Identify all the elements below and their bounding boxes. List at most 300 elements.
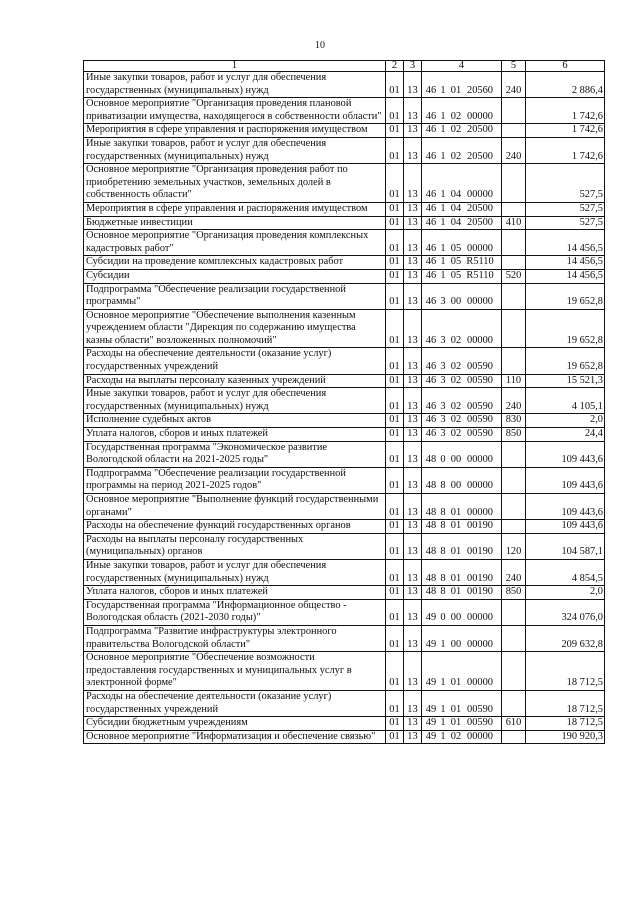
row-target-code (422, 520, 502, 534)
target-code-part: 01 (450, 572, 462, 584)
target-code-part: 04 (450, 202, 462, 214)
target-code-part: R5110 (466, 269, 494, 281)
row-subsection: 13 (404, 586, 422, 600)
table-row (84, 625, 605, 651)
table-row (84, 494, 605, 520)
target-code-part: 02 (450, 150, 462, 162)
target-code-part: 1 (440, 269, 446, 281)
row-section: 01 (386, 467, 404, 493)
row-name: Расходы на обеспечение функций государственных органов (84, 520, 386, 534)
table-row (84, 599, 605, 625)
target-code-part: 00000 (467, 110, 493, 122)
target-code-part: 00000 (467, 242, 493, 254)
target-code-part: 01 (450, 703, 462, 715)
row-amount: 527,5 (526, 216, 605, 230)
target-code-part: 3 (440, 400, 446, 412)
target-code-part: 48 (425, 506, 437, 518)
row-target-code (422, 494, 502, 520)
row-expense-type: 240 (502, 72, 526, 98)
row-amount: 4 105,1 (526, 388, 605, 414)
row-name: Подпрограмма "Обеспечение реализации государственной программы на период 2021-2025 годов" (84, 467, 386, 493)
row-section: 01 (386, 599, 404, 625)
row-section: 01 (386, 72, 404, 98)
target-code-part: 46 (425, 216, 437, 228)
target-code-part: 01 (450, 717, 462, 729)
row-amount: 19 652,8 (526, 309, 605, 348)
target-code-part: 01 (450, 586, 462, 598)
row-subsection: 13 (404, 72, 422, 98)
page-number: 10 (315, 40, 325, 51)
row-expense-type: 410 (502, 216, 526, 230)
row-amount: 2,0 (526, 414, 605, 428)
target-code-part: 04 (450, 189, 462, 201)
table-row (84, 348, 605, 374)
target-code-part: 00590 (467, 400, 493, 412)
row-section: 01 (386, 256, 404, 270)
row-expense-type: 240 (502, 388, 526, 414)
table-row (84, 202, 605, 216)
table-row (84, 98, 605, 124)
target-code-part: 1 (440, 677, 446, 689)
target-code-part: 1 (440, 189, 446, 201)
row-name: Мероприятия в сфере управления и распоряжения имуществом (84, 202, 386, 216)
row-amount: 109 443,6 (526, 441, 605, 467)
row-subsection: 13 (404, 283, 422, 309)
target-code-part: 1 (440, 110, 446, 122)
target-code-part: 02 (450, 414, 462, 426)
header-cell-target-code: 4 (422, 61, 502, 72)
target-code-part: 49 (425, 677, 437, 689)
row-section: 01 (386, 388, 404, 414)
target-code-part: 49 (425, 638, 437, 650)
row-amount: 14 456,5 (526, 256, 605, 270)
row-amount: 109 443,6 (526, 467, 605, 493)
row-target-code (422, 441, 502, 467)
row-subsection: 13 (404, 652, 422, 691)
target-code-part: 48 (425, 480, 437, 492)
row-amount: 1 742,6 (526, 137, 605, 163)
row-name: Субсидии на проведение комплексных кадастровых работ (84, 256, 386, 270)
row-expense-type (502, 494, 526, 520)
row-section: 01 (386, 717, 404, 731)
target-code-part: 00000 (467, 334, 493, 346)
row-section: 01 (386, 269, 404, 283)
row-section: 01 (386, 652, 404, 691)
target-code-part: 01 (450, 520, 462, 532)
row-name: Основное мероприятие "Организация проведения работ по приобретению земельных участков, земельных долей в собственность области" (84, 164, 386, 203)
target-code-part: 46 (425, 242, 437, 254)
target-code-part: 00 (450, 638, 462, 650)
row-name: Расходы на обеспечение деятельности (оказание услуг) государственных учреждений (84, 348, 386, 374)
row-subsection: 13 (404, 559, 422, 585)
row-amount: 527,5 (526, 164, 605, 203)
row-name: Уплата налогов, сборов и иных платежей (84, 586, 386, 600)
row-section: 01 (386, 533, 404, 559)
row-name: Подпрограмма "Обеспечение реализации государственной программы" (84, 283, 386, 309)
table-row (84, 467, 605, 493)
row-section: 01 (386, 428, 404, 442)
header-cell-subsection: 3 (404, 61, 422, 72)
row-name: Субсидии (84, 269, 386, 283)
target-code-part: 00000 (467, 189, 493, 201)
row-target-code (422, 283, 502, 309)
header-cell-expense-type: 5 (502, 61, 526, 72)
target-code-part: 00000 (467, 296, 493, 308)
row-expense-type (502, 520, 526, 534)
row-amount: 1 742,6 (526, 124, 605, 138)
target-code-part: 3 (440, 334, 446, 346)
row-expense-type (502, 202, 526, 216)
target-code-part: 04 (450, 216, 462, 228)
target-code-part: 00590 (467, 374, 493, 386)
row-expense-type (502, 256, 526, 270)
row-target-code (422, 414, 502, 428)
row-expense-type (502, 348, 526, 374)
row-name: Расходы на выплаты персоналу государственных (муниципальных) органов (84, 533, 386, 559)
target-code-part: 00190 (467, 572, 493, 584)
target-code-part: 00 (450, 296, 462, 308)
row-target-code (422, 72, 502, 98)
row-section: 01 (386, 586, 404, 600)
target-code-part: 05 (450, 256, 462, 268)
target-code-part: 48 (425, 454, 437, 466)
row-expense-type (502, 98, 526, 124)
row-subsection: 13 (404, 494, 422, 520)
row-amount: 24,4 (526, 428, 605, 442)
row-section: 01 (386, 230, 404, 256)
target-code-part: 00590 (467, 361, 493, 373)
target-code-part: 46 (425, 414, 437, 426)
row-target-code (422, 730, 502, 744)
row-subsection: 13 (404, 374, 422, 388)
row-section: 01 (386, 202, 404, 216)
target-code-part: 00000 (467, 454, 493, 466)
target-code-part: 02 (450, 428, 462, 440)
target-code-part: 05 (450, 269, 462, 281)
row-target-code (422, 559, 502, 585)
target-code-part: 02 (450, 400, 462, 412)
row-target-code (422, 124, 502, 138)
row-amount: 19 652,8 (526, 348, 605, 374)
target-code-part: 46 (425, 296, 437, 308)
table-row (84, 586, 605, 600)
row-amount: 15 521,3 (526, 374, 605, 388)
target-code-part: 02 (450, 730, 462, 742)
target-code-part: 1 (440, 703, 446, 715)
row-amount: 2 886,4 (526, 72, 605, 98)
row-subsection: 13 (404, 256, 422, 270)
target-code-part: 00 (450, 454, 462, 466)
target-code-part: 00000 (467, 612, 493, 624)
row-expense-type (502, 441, 526, 467)
row-section: 01 (386, 98, 404, 124)
target-code-part: 00000 (467, 638, 493, 650)
row-target-code (422, 202, 502, 216)
target-code-part: 00000 (467, 506, 493, 518)
row-subsection: 13 (404, 137, 422, 163)
row-subsection: 13 (404, 124, 422, 138)
target-code-part: 20560 (467, 84, 493, 96)
row-target-code (422, 269, 502, 283)
row-expense-type: 850 (502, 586, 526, 600)
table-row (84, 269, 605, 283)
row-section: 01 (386, 164, 404, 203)
target-code-part: 49 (425, 703, 437, 715)
row-target-code (422, 216, 502, 230)
row-amount: 190 920,3 (526, 730, 605, 744)
row-subsection: 13 (404, 690, 422, 716)
row-section: 01 (386, 441, 404, 467)
row-expense-type: 830 (502, 414, 526, 428)
target-code-part: 3 (440, 361, 446, 373)
row-section: 01 (386, 283, 404, 309)
header-cell-amount: 6 (526, 61, 605, 72)
table-row (84, 124, 605, 138)
table-row (84, 652, 605, 691)
row-section: 01 (386, 216, 404, 230)
target-code-part: 02 (450, 361, 462, 373)
target-code-part: 00190 (467, 586, 493, 598)
table-row (84, 374, 605, 388)
row-expense-type: 850 (502, 428, 526, 442)
row-amount: 324 076,0 (526, 599, 605, 625)
target-code-part: 02 (450, 110, 462, 122)
row-target-code (422, 717, 502, 731)
row-subsection: 13 (404, 309, 422, 348)
target-code-part: 1 (440, 84, 446, 96)
row-section: 01 (386, 494, 404, 520)
row-target-code (422, 230, 502, 256)
target-code-part: 1 (440, 202, 446, 214)
table-row (84, 256, 605, 270)
target-code-part: 05 (450, 242, 462, 254)
table-row (84, 428, 605, 442)
row-name: Расходы на обеспечение деятельности (оказание услуг) государственных учреждений (84, 690, 386, 716)
row-target-code (422, 137, 502, 163)
target-code-part: 48 (425, 546, 437, 558)
target-code-part: 46 (425, 202, 437, 214)
row-expense-type (502, 164, 526, 203)
row-amount: 18 712,5 (526, 690, 605, 716)
row-expense-type (502, 467, 526, 493)
row-section: 01 (386, 374, 404, 388)
target-code-part: 20500 (467, 150, 493, 162)
row-amount: 109 443,6 (526, 520, 605, 534)
target-code-part: 00590 (467, 717, 493, 729)
table-row (84, 230, 605, 256)
row-amount: 14 456,5 (526, 269, 605, 283)
row-subsection: 13 (404, 717, 422, 731)
target-code-part: 1 (440, 717, 446, 729)
table-row (84, 283, 605, 309)
target-code-part: 01 (450, 677, 462, 689)
target-code-part: R5110 (466, 256, 494, 268)
target-code-part: 02 (450, 374, 462, 386)
row-amount: 2,0 (526, 586, 605, 600)
row-subsection: 13 (404, 441, 422, 467)
row-name: Расходы на выплаты персоналу казенных учреждений (84, 374, 386, 388)
row-expense-type (502, 124, 526, 138)
table-row (84, 137, 605, 163)
row-subsection: 13 (404, 202, 422, 216)
row-target-code (422, 652, 502, 691)
row-section: 01 (386, 520, 404, 534)
row-expense-type (502, 652, 526, 691)
target-code-part: 00590 (467, 703, 493, 715)
table-row (84, 730, 605, 744)
target-code-part: 1 (440, 638, 446, 650)
target-code-part: 46 (425, 400, 437, 412)
row-target-code (422, 599, 502, 625)
row-target-code (422, 374, 502, 388)
target-code-part: 0 (440, 454, 446, 466)
table-row (84, 388, 605, 414)
row-subsection: 13 (404, 269, 422, 283)
header-cell-section: 2 (386, 61, 404, 72)
row-subsection: 13 (404, 520, 422, 534)
target-code-part: 46 (425, 361, 437, 373)
row-expense-type (502, 690, 526, 716)
table-row (84, 559, 605, 585)
target-code-part: 48 (425, 520, 437, 532)
row-name: Основное мероприятие "Выполнение функций государственными органами" (84, 494, 386, 520)
row-expense-type (502, 599, 526, 625)
target-code-part: 46 (425, 334, 437, 346)
target-code-part: 00000 (467, 480, 493, 492)
row-name: Основное мероприятие "Организация проведения плановой приватизации имущества, находящегося в собственности области" (84, 98, 386, 124)
target-code-part: 1 (440, 124, 446, 136)
row-section: 01 (386, 348, 404, 374)
target-code-part: 3 (440, 374, 446, 386)
target-code-part: 48 (425, 572, 437, 584)
target-code-part: 20500 (467, 124, 493, 136)
row-target-code (422, 164, 502, 203)
table-row (84, 72, 605, 98)
target-code-part: 02 (450, 334, 462, 346)
row-subsection: 13 (404, 533, 422, 559)
target-code-part: 46 (425, 269, 437, 281)
target-code-part: 8 (440, 520, 446, 532)
row-expense-type (502, 230, 526, 256)
row-section: 01 (386, 309, 404, 348)
row-target-code (422, 625, 502, 651)
row-expense-type: 240 (502, 137, 526, 163)
row-section: 01 (386, 625, 404, 651)
target-code-part: 1 (440, 730, 446, 742)
target-code-part: 46 (425, 124, 437, 136)
target-code-part: 00 (450, 480, 462, 492)
row-name: Подпрограмма "Развитие инфраструктуры электронного правительства Вологодской области" (84, 625, 386, 651)
row-target-code (422, 348, 502, 374)
row-subsection: 13 (404, 428, 422, 442)
row-target-code (422, 388, 502, 414)
target-code-part: 8 (440, 506, 446, 518)
target-code-part: 8 (440, 480, 446, 492)
target-code-part: 48 (425, 586, 437, 598)
row-subsection: 13 (404, 388, 422, 414)
target-code-part: 46 (425, 110, 437, 122)
row-section: 01 (386, 137, 404, 163)
target-code-part: 1 (440, 242, 446, 254)
row-name: Иные закупки товаров, работ и услуг для обеспечения государственных (муниципальных) нужд (84, 72, 386, 98)
target-code-part: 01 (450, 506, 462, 518)
row-section: 01 (386, 414, 404, 428)
row-name: Основное мероприятие "Обеспечение возможности предоставления государственных и муниципальных услуг в электронной форме" (84, 652, 386, 691)
target-code-part: 46 (425, 256, 437, 268)
row-subsection: 13 (404, 599, 422, 625)
row-name: Исполнение судебных актов (84, 414, 386, 428)
target-code-part: 1 (440, 256, 446, 268)
row-amount: 527,5 (526, 202, 605, 216)
row-expense-type (502, 730, 526, 744)
row-subsection: 13 (404, 230, 422, 256)
row-target-code (422, 690, 502, 716)
row-name: Основное мероприятие "Обеспечение выполнения казенным учреждением области "Дирекция по содержанию имущества казны области" возложенных полномочий" (84, 309, 386, 348)
row-amount: 18 712,5 (526, 652, 605, 691)
row-target-code (422, 309, 502, 348)
row-name: Государственная программа "Информационное общество - Вологодская область (2021-2030 годы)" (84, 599, 386, 625)
budget-table (83, 60, 605, 744)
row-amount: 1 742,6 (526, 98, 605, 124)
row-subsection: 13 (404, 414, 422, 428)
row-name: Государственная программа "Экономическое развитие Вологодской области на 2021-2025 годы" (84, 441, 386, 467)
target-code-part: 00190 (467, 520, 493, 532)
row-section: 01 (386, 559, 404, 585)
row-subsection: 13 (404, 467, 422, 493)
target-code-part: 8 (440, 586, 446, 598)
row-name: Иные закупки товаров, работ и услуг для обеспечения государственных (муниципальных) нужд (84, 559, 386, 585)
row-target-code (422, 467, 502, 493)
row-target-code (422, 586, 502, 600)
target-code-part: 49 (425, 612, 437, 624)
table-row (84, 414, 605, 428)
row-subsection: 13 (404, 348, 422, 374)
target-code-part: 1 (440, 150, 446, 162)
row-amount: 209 632,8 (526, 625, 605, 651)
row-name: Мероприятия в сфере управления и распоряжения имуществом (84, 124, 386, 138)
row-name: Основное мероприятие "Информатизация и обеспечение связью" (84, 730, 386, 744)
row-target-code (422, 256, 502, 270)
target-code-part: 49 (425, 730, 437, 742)
target-code-part: 46 (425, 150, 437, 162)
target-code-part: 3 (440, 428, 446, 440)
row-target-code (422, 98, 502, 124)
row-amount: 109 443,6 (526, 494, 605, 520)
target-code-part: 00 (450, 612, 462, 624)
row-expense-type: 610 (502, 717, 526, 731)
row-section: 01 (386, 690, 404, 716)
target-code-part: 8 (440, 572, 446, 584)
header-cell-name: 1 (84, 61, 386, 72)
target-code-part: 8 (440, 546, 446, 558)
row-name: Уплата налогов, сборов и иных платежей (84, 428, 386, 442)
row-expense-type (502, 309, 526, 348)
target-code-part: 0 (440, 612, 446, 624)
row-amount: 4 854,5 (526, 559, 605, 585)
row-expense-type: 240 (502, 559, 526, 585)
row-subsection: 13 (404, 730, 422, 744)
target-code-part: 3 (440, 414, 446, 426)
table-row (84, 309, 605, 348)
row-subsection: 13 (404, 216, 422, 230)
row-subsection: 13 (404, 625, 422, 651)
row-amount: 14 456,5 (526, 230, 605, 256)
target-code-part: 49 (425, 717, 437, 729)
table-row (84, 216, 605, 230)
target-code-part: 00000 (467, 677, 493, 689)
table-row (84, 533, 605, 559)
row-name: Основное мероприятие "Организация проведения комплексных кадастровых работ" (84, 230, 386, 256)
